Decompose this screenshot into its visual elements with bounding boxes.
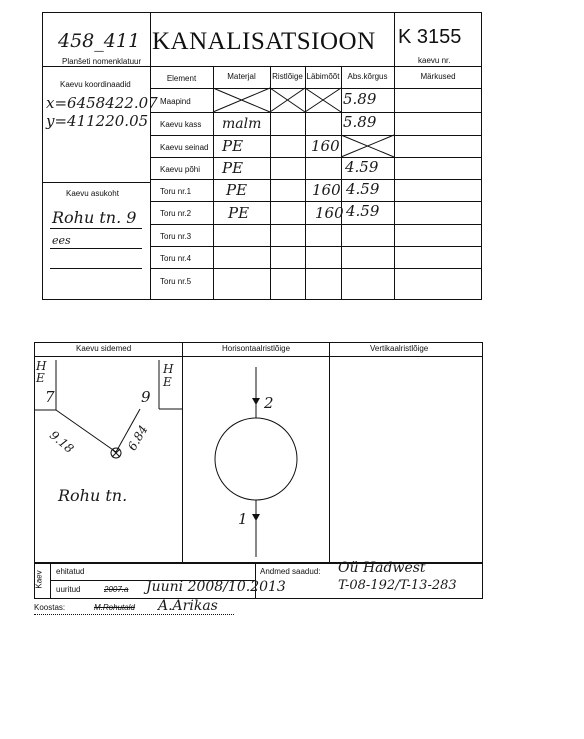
marker-left: H E [36,359,47,385]
page-title: KANALISATSIOON [152,28,376,55]
cell-abs: 4.59 [346,180,380,198]
signature-line [34,614,234,615]
compiled-old: M.Rohutald [94,603,135,612]
distance-right: 6.84 [125,422,151,453]
col-header-markused: Märkused [420,72,456,81]
location-label: Kaevu asukoht [66,189,119,198]
cell-abs: 4.59 [346,202,380,220]
measured-old: 2007.a [104,585,129,594]
street-name: Rohu tn. [58,486,128,505]
coords-label: Kaevu koordinaadid [60,80,131,89]
well-number-value: K 3155 [398,26,462,48]
cell-materjal: malm [222,116,262,132]
corner-right: 9 [141,388,151,406]
cell-abs: 5.89 [343,90,377,108]
marker-right: H E [163,362,174,389]
row-label: Maapind [160,97,191,106]
built-label: ehitatud [56,567,85,576]
nomenclature-value: 458_411 [58,30,141,52]
col-header-abs: Abs.kõrgus [347,72,388,81]
compiled-label: Koostas: [34,603,66,612]
cell-labimoot: 160 [311,137,340,155]
col-header-materjal: Materjal [227,72,256,81]
cell-labimoot: 160 [315,204,344,222]
vertical-label: Vertikaalristlõige [370,344,429,353]
compiled-value: A.Arikas [158,598,218,614]
row-label: Kaevu seinad [160,143,209,152]
sidemed-label: Kaevu sidemed [76,344,132,353]
col-header-element: Element [166,74,197,83]
col-header-ristloige: Ristlõige [272,72,303,81]
row-label: Toru nr.5 [160,277,192,286]
location-line2: ees [52,234,71,247]
side-label: Kaev [34,570,44,589]
nomenclature-label: Planšeti nomenklatuur [62,57,142,66]
row-label: Kaevu kass [160,120,202,129]
row-label: Toru nr.4 [160,254,192,263]
row-label: Toru nr.2 [160,209,192,218]
corner-left: 7 [45,388,55,406]
pipe-top-label: 2 [264,394,274,412]
cell-labimoot: 160 [312,181,341,199]
measured-value: Juuni 2008/10.2013 [146,579,286,595]
cell-materjal: PE [228,204,250,222]
col-header-labimoot: Läbimõõt [306,72,340,81]
location-line1: Rohu tn. 9 [52,208,137,227]
cell-abs: 4.59 [345,158,379,176]
data-value2: T-08-192/T-13-283 [338,578,457,593]
row-label: Kaevu põhi [160,165,201,174]
horizontal-label: Horisontaalristlõige [222,344,291,353]
well-number-label: kaevu nr. [418,56,451,65]
cell-materjal: PE [222,137,244,155]
cell-materjal: PE [222,159,244,177]
cell-abs: 5.89 [343,113,377,131]
distance-left: 9.18 [47,428,77,456]
cell-materjal: PE [226,181,248,199]
data-value1: Oü Hadwest [338,560,426,576]
row-label: Toru nr.3 [160,232,192,241]
pipe-bottom-label: 1 [238,510,248,528]
coord-x: x=6458422.07 [46,94,158,112]
data-label: Andmed saadud: [260,567,321,576]
row-label: Toru nr.1 [160,187,192,196]
divider [50,563,51,599]
coord-y: y=411220.05 [46,112,149,130]
measured-label: uuritud [56,585,81,594]
